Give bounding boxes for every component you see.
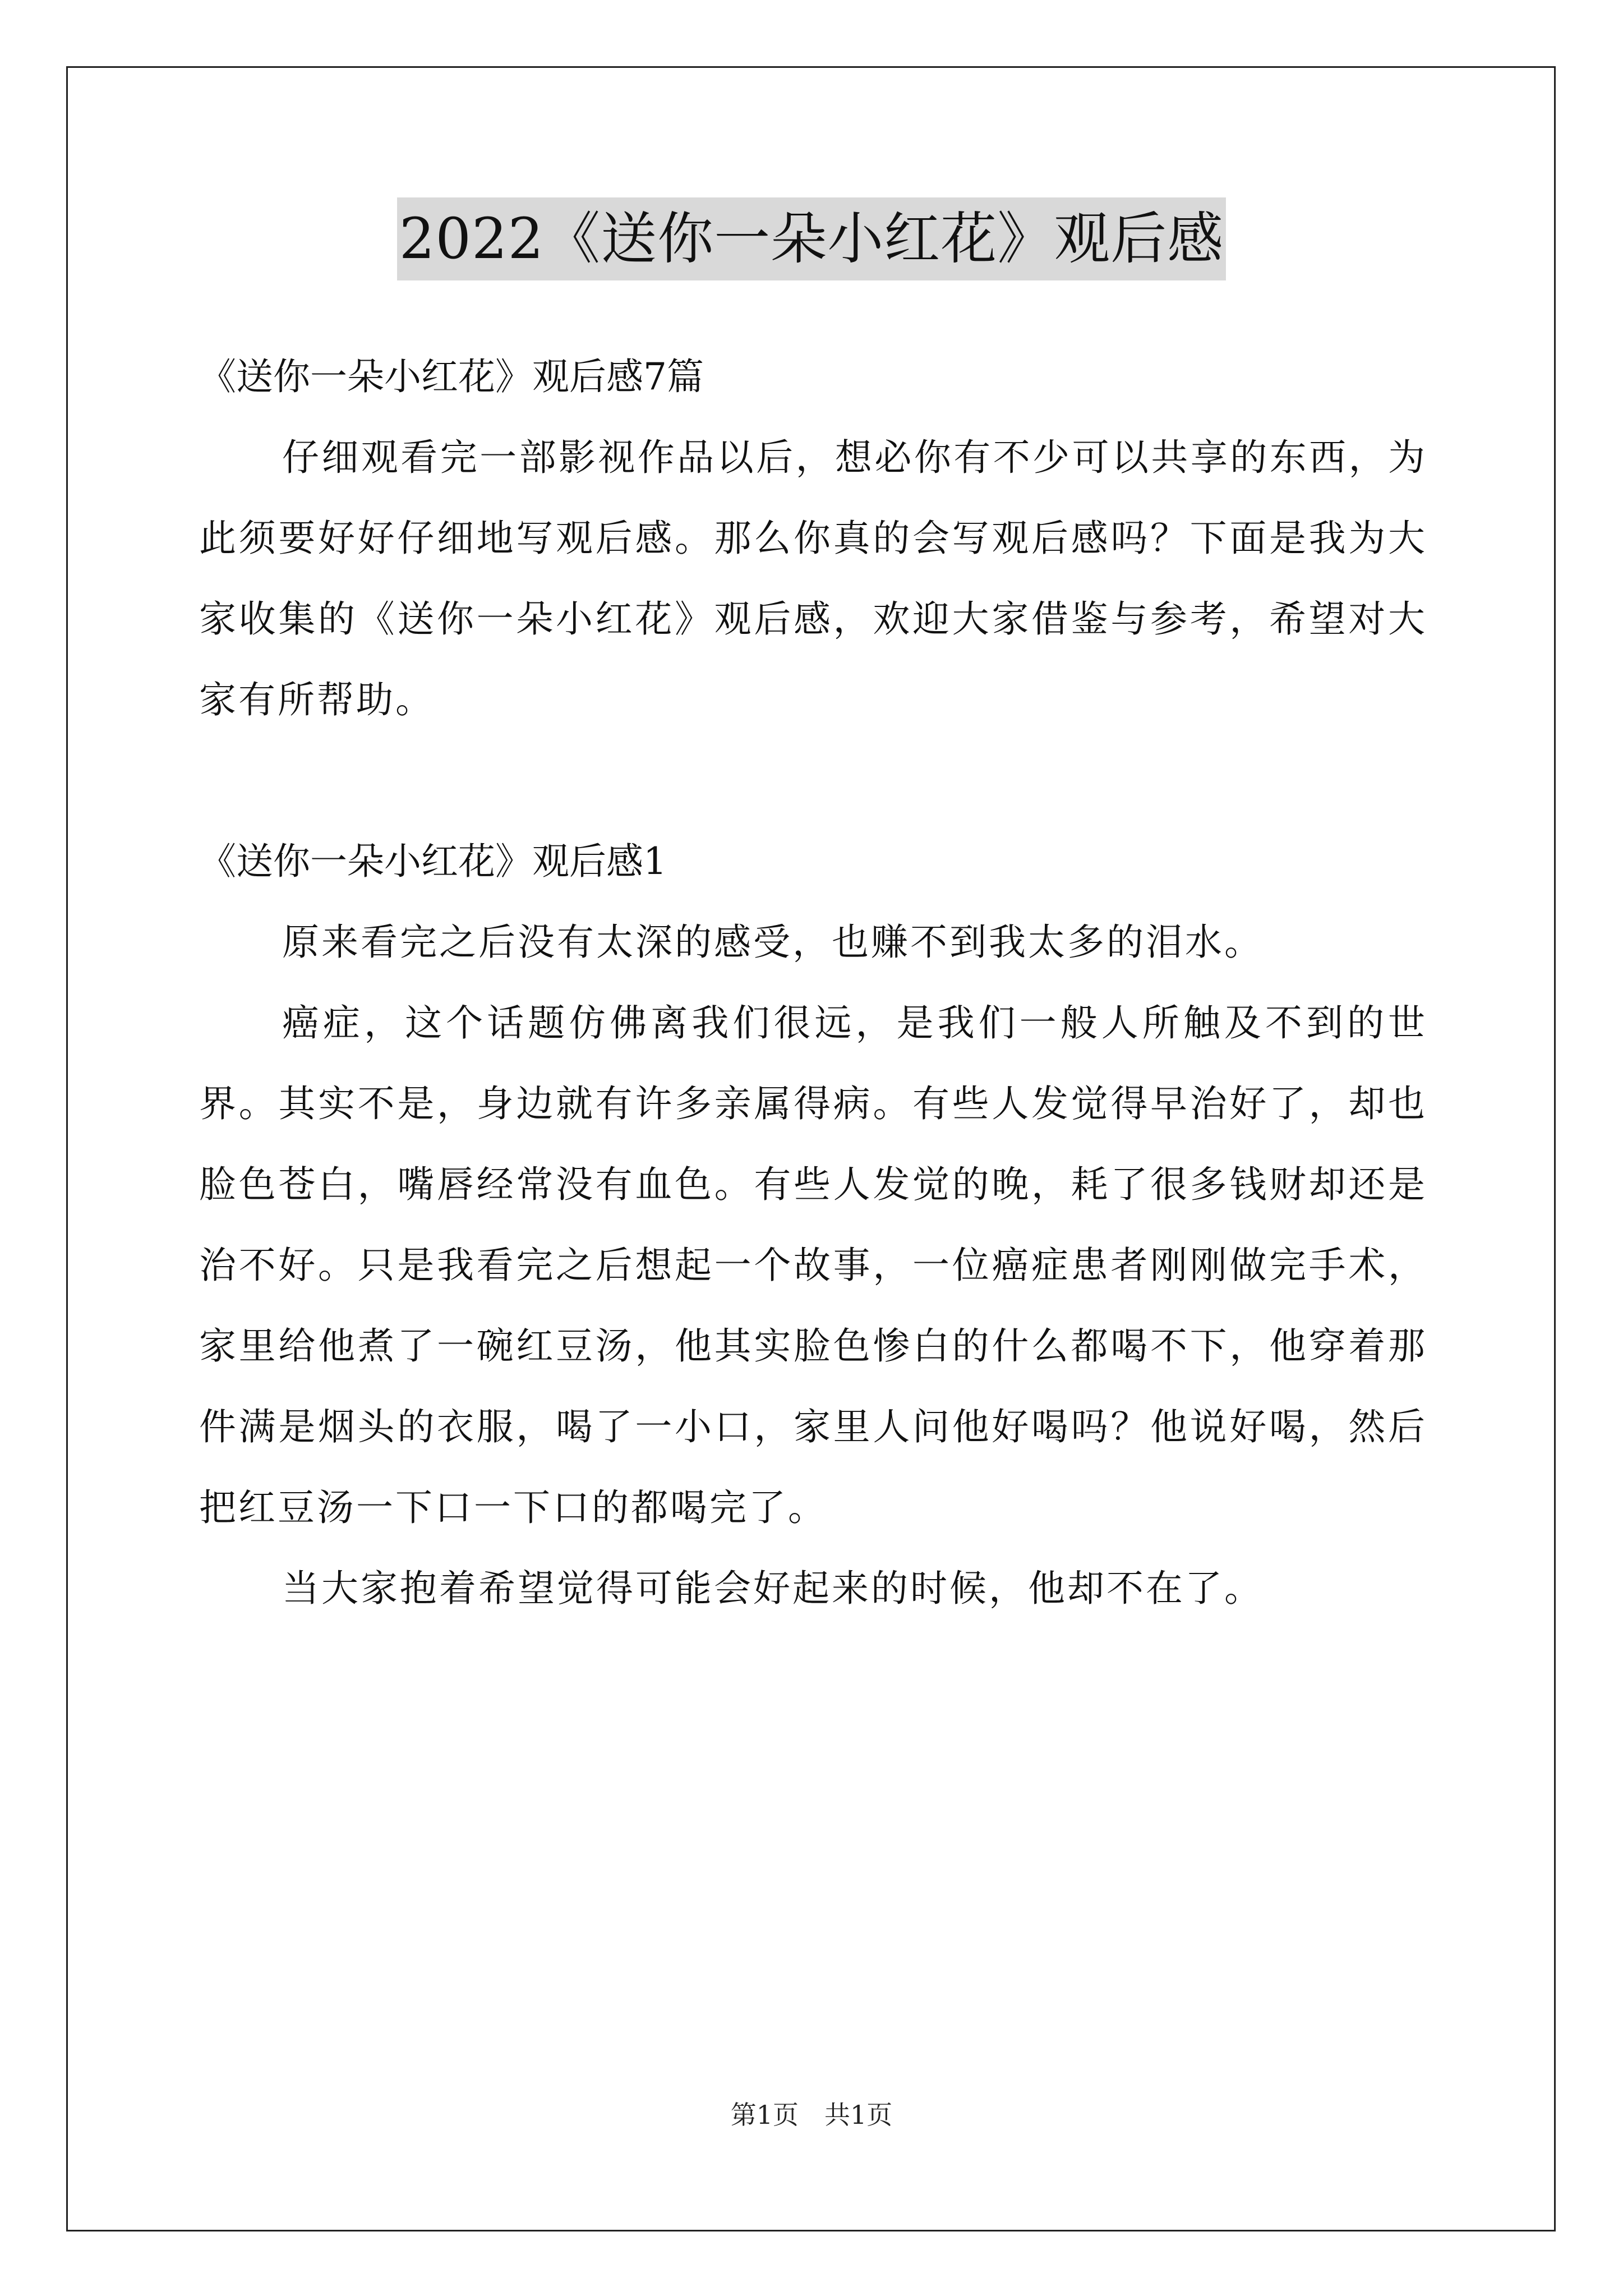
paragraph-spacer: [199, 740, 1427, 821]
title-container: [0, 197, 1623, 280]
document-body: [199, 337, 1427, 1629]
section-heading: 《送你一朵小红花》观后感1: [199, 840, 667, 883]
page-number: 第1页: [730, 2100, 799, 2130]
body-paragraph-1: 原来看完之后没有太深的感受，也赚不到我太多的泪水。: [282, 921, 1264, 964]
document-title: 2022《送你一朵小红花》观后感: [397, 197, 1227, 280]
body-paragraph-3: 当大家抱着希望觉得可能会好起来的时候，他却不在了。: [282, 1567, 1264, 1610]
page-total: 共1页: [824, 2100, 893, 2130]
intro-heading: 《送你一朵小红花》观后感7篇: [199, 355, 704, 398]
page-footer: [0, 2098, 1623, 2132]
body-paragraph-2: 癌症，这个话题仿佛离我们很远，是我们一般人所触及不到的世界。其实不是，身边就有许多亲属得病。有些人发觉得早治好了，却也脸色苍白，嘴唇经常没有血色。有些人发觉的晚，耗了很多钱财却还是治不好。只是我看完之后想起一个故事，一位癌症患者刚刚做完手术，家里给他煮了一碗红豆汤，他其实脸色惨白的什么都喝不下，他穿着那件满是烟头的衣服，喝了一小口，家里人问他好喝吗？他说好喝，然后把红豆汤一下口一下口的都喝完了。: [199, 1001, 1427, 1529]
intro-paragraph: 仔细观看完一部影视作品以后，想必你有不少可以共享的东西，为此须要好好仔细地写观后感。那么你真的会写观后感吗？下面是我为大家收集的《送你一朵小红花》观后感，欢迎大家借鉴与参考，希望对大家有所帮助。: [199, 436, 1427, 721]
